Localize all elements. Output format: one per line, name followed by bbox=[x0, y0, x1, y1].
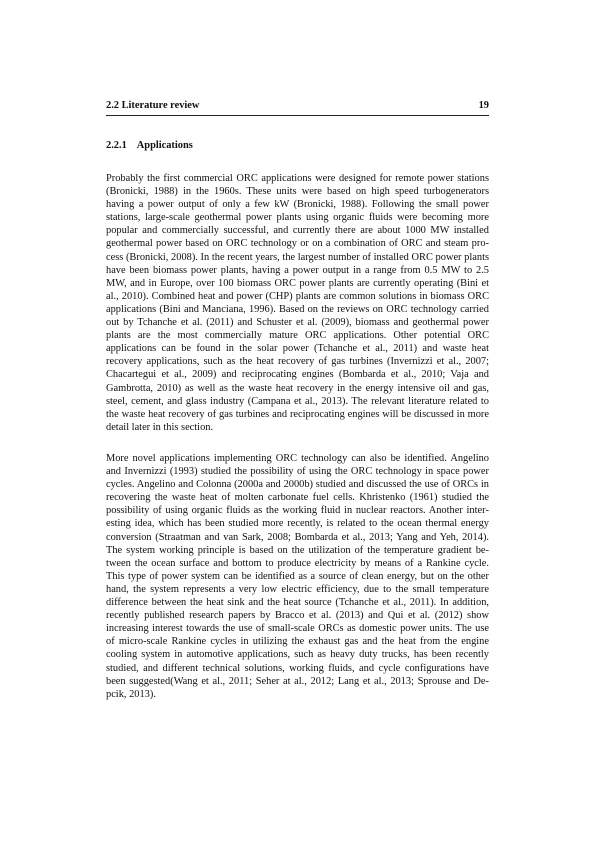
header-rule bbox=[106, 115, 489, 116]
body-paragraph-1: Probably the first commercial ORC applications were designed for remote power stations (Bronicki, 1988) in the 1960s. These units were based on high speed turbogenerators having a power output of only a few kW (Bronicki, 1988). Following the small power stations, large-scale geothermal power plants using organic fluids were becoming more popular and commercially successful, and currently there are about 1000 MW installed geothermal power based on ORC technology or on a combination of ORC and steam process (Bronicki, 2008). In the recent years, the largest number of installed ORC power plants have been biomass power plants, having a power output in a range from 0.5 MW to 2.5 MW, and in Europe, over 100 biomass ORC power plants are currently operating (Bini et al., 2010). Combined heat and power (CHP) plants are common solutions in biomass ORC applications (Bini and Manciana, 1996). Based on the reviews on ORC technology carried out by Tchanche et al. (2011) and Schuster et al. (2009), biomass and geothermal power plants are the most commercially mature ORC applications. Other potential ORC applications can be found in the solar power (Tchanche et al., 2011) and waste heat recovery applications, such as the heat recovery of gas turbines (Invernizzi et al., 2007; Chacartegui et al., 2009) and reciprocating engines (Bombarda et al., 2010; Vaja and Gambrotta, 2010) as well as the waste heat recovery in the energy intensive oil and gas, steel, cement, and glass industry (Campana et al., 2013). The relevant literature related to the waste heat recovery of gas turbines and reciprocating engines will be discussed in more detail later in this section. bbox=[106, 173, 489, 433]
subsection-heading bbox=[106, 139, 193, 152]
page-number: 19 bbox=[478, 100, 489, 111]
subsection-title: Applications bbox=[136, 140, 193, 151]
subsection-number: 2.2.1 bbox=[106, 140, 127, 151]
running-header bbox=[106, 99, 489, 112]
body-paragraph-2: More novel applications implementing ORC technology can also be identified. Angelino and Invernizzi (1993) studied the possibility of using the ORC technology in space power cycles. Angelino and Colonna (2000a and 2000b) studied and discussed the use of ORCs in recovering the waste heat of molten carbonate fuel cells. Khristenko (1961) studied the possibility of using organic fluids as the working fluid in nuclear reactors. Another interesting idea, which has been studied more recently, is related to the ocean thermal energy conversion (Straatman and van Sark, 2008; Bombarda et al., 2013; Yang and Yeh, 2014). The system working principle is based on the utilization of the temperature gradient between the ocean surface and bottom to produce electricity by means of a Rankine cycle. This type of power system can be identified as a source of clean energy, but on the other hand, the system represents a very low electric efficiency, due to the small temperature difference between the heat sink and the heat source (Tchanche et al., 2011). In addition, recently published research papers by Bracco et al. (2013) and Qui et al. (2012) show increasing interest towards the use of small-scale ORCs as domestic power units. The use of micro-scale Rankine cycles in utilizing the exhaust gas and the heat from the engine cooling system in automotive applications, such as heavy duty trucks, has been recently studied, and different technical solutions, working fluids, and cycle configurations have been suggested(Wang et al., 2011; Seher at al., 2012; Lang et al., 2013; Sprouse and Depcik, 2013). bbox=[106, 453, 489, 700]
running-header-section: 2.2 Literature review bbox=[106, 100, 200, 111]
